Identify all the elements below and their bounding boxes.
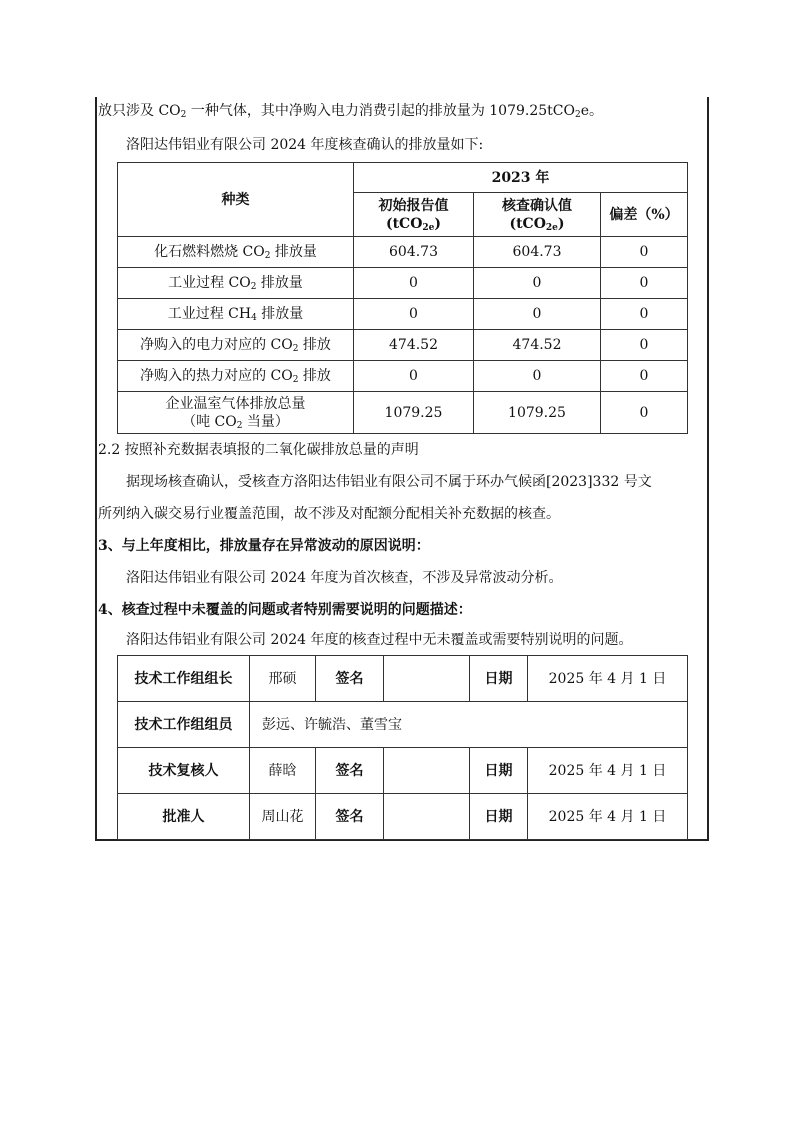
verified-value: 474.52 [474,330,601,361]
initial-value: 474.52 [354,330,474,361]
intro-line-1: 放只涉及 $CO_2$ 一种气体，其中净购入电力消费引起的排放量为 1079.25tCO$_2$e。 [98,103,604,120]
section-2-2-heading: 2.2 按照补充数据表填报的二氧化碳排放总量的声明 [98,442,419,458]
reviewer-row [118,748,688,794]
approver-name: 周山花 [250,794,316,840]
section-4-text: 洛阳达伟铝业有限公司 2024 年度的核查过程中无未覆盖或需要特别说明的问题。 [126,632,633,648]
verified-value: 0 [474,299,601,330]
table-row [118,299,688,330]
row-label: 工业过程 $CH_4$ 排放量 [118,299,354,330]
initial-value: 0 [354,299,474,330]
total-deviation-value: 0 [601,392,688,434]
initial-value: 0 [354,268,474,299]
leader-date: 2025 年 4 月 1 日 [528,656,688,702]
col-deviation-header: 偏差（%） [601,193,688,237]
reviewer-date: 2025 年 4 月 1 日 [528,748,688,794]
deviation-value: 0 [601,299,688,330]
emission-table [117,162,688,434]
col-type-header: 种类 [118,163,354,237]
row-label: 净购入的热力对应的 $CO_2$ 排放 [118,361,354,392]
table-row [118,361,688,392]
section-2-2-para-line-2: 所列纳入碳交易行业覆盖范围，故不涉及对配额分配相关补充数据的核查。 [98,506,560,522]
deviation-value: 0 [601,268,688,299]
table-row [118,268,688,299]
section-3-heading: 3、与上年度相比，排放量存在异常波动的原因说明： [98,538,430,554]
initial-value: 0 [354,361,474,392]
row-label: 净购入的电力对应的 $CO_2$ 排放 [118,330,354,361]
signature-cell [384,748,470,794]
col-verified-header: 核查确认值 (tCO$_{2e}$) [474,193,601,237]
approver-label: 批准人 [118,794,250,840]
total-label: 企业温室气体排放总量 （吨 $CO_2$ 当量） [118,392,354,434]
approver-row [118,794,688,840]
deviation-value: 0 [601,361,688,392]
date-label: 日期 [470,748,528,794]
leader-row [118,656,688,702]
leader-label: 技术工作组组长 [118,656,250,702]
col-initial-header: 初始报告值 (tCO$_{2e}$) [354,193,474,237]
row-label: 工业过程 $CO_2$ 排放量 [118,268,354,299]
verified-value: 604.73 [474,237,601,268]
date-label: 日期 [470,656,528,702]
signature-cell [384,656,470,702]
approver-date: 2025 年 4 月 1 日 [528,794,688,840]
signature-cell [384,794,470,840]
section-4-heading: 4、核查过程中未覆盖的问题或者特别需要说明的问题描述： [98,602,472,618]
date-label: 日期 [470,794,528,840]
members-names: 彭远、许毓浩、董雪宝 [250,702,688,748]
year-header: 2023 年 [354,163,688,193]
signature-table [117,655,688,840]
sign-label: 签名 [316,656,384,702]
section-2-2-para-line-1: 据现场核查确认，受核查方洛阳达伟铝业有限公司不属于环办气候函[2023]332 号文 [126,474,652,490]
table-row-total [118,392,688,434]
deviation-value: 0 [601,330,688,361]
section-3-text: 洛阳达伟铝业有限公司 2024 年度为首次核查，不涉及异常波动分析。 [126,570,563,586]
verified-value: 0 [474,268,601,299]
sign-label: 签名 [316,748,384,794]
total-verified-value: 1079.25 [474,392,601,434]
total-initial-value: 1079.25 [354,392,474,434]
deviation-value: 0 [601,237,688,268]
members-row [118,702,688,748]
sign-label: 签名 [316,794,384,840]
intro-line-2: 洛阳达伟铝业有限公司 2024 年度核查确认的排放量如下: [126,137,484,153]
reviewer-name: 薛晗 [250,748,316,794]
row-label: 化石燃料燃烧 $CO_2$ 排放量 [118,237,354,268]
reviewer-label: 技术复核人 [118,748,250,794]
leader-name: 邢硕 [250,656,316,702]
initial-value: 604.73 [354,237,474,268]
verified-value: 0 [474,361,601,392]
table-row [118,237,688,268]
table-row [118,330,688,361]
members-label: 技术工作组组员 [118,702,250,748]
